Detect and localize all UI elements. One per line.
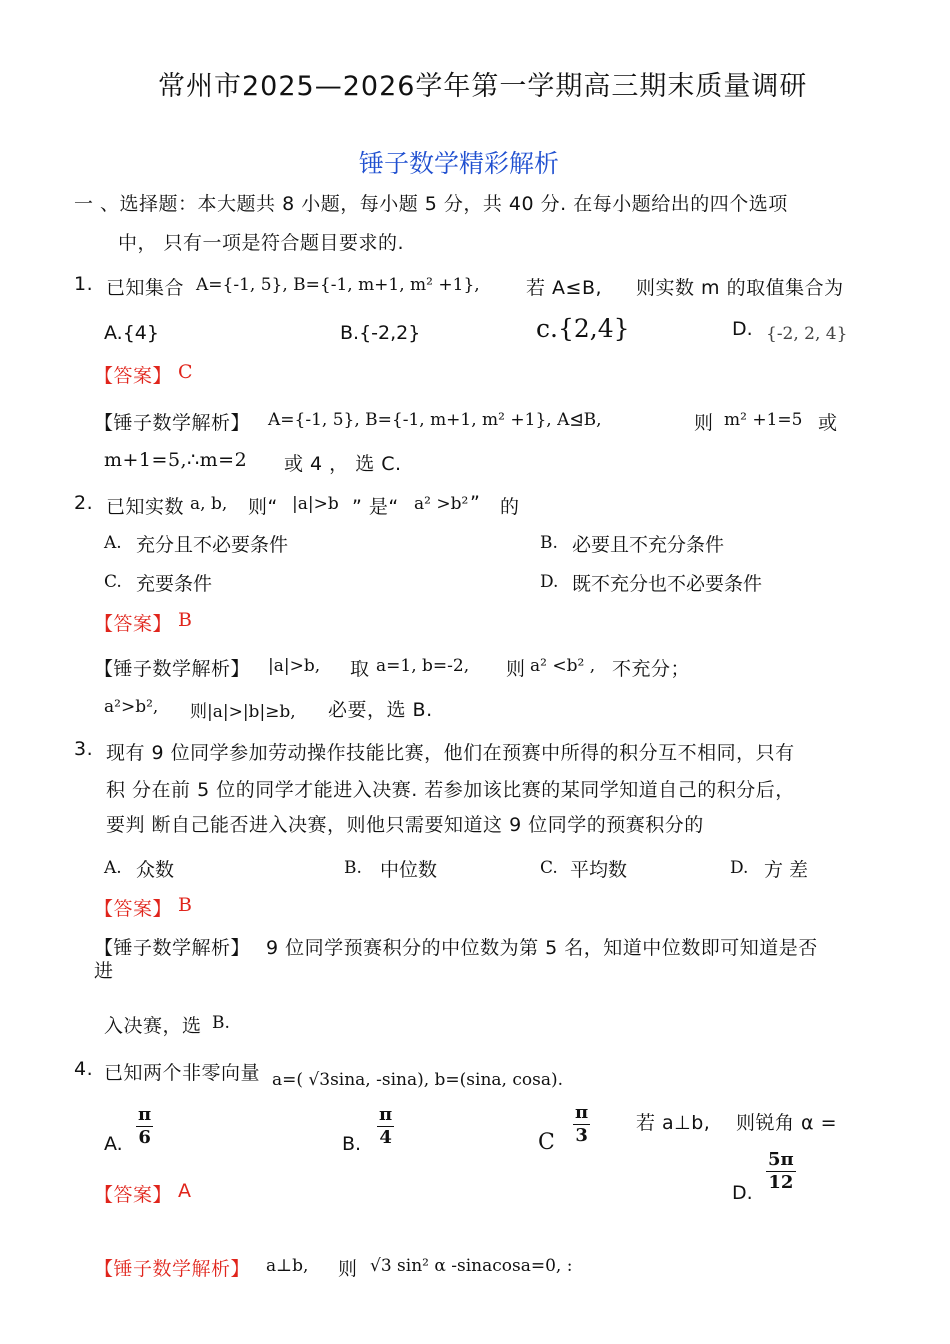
option-a-label: A. — [104, 858, 122, 878]
answer-label: 【答案】 — [94, 898, 173, 920]
option-b-label: B. — [344, 858, 362, 878]
fraction-denominator: 12 — [768, 1172, 794, 1193]
question-number: 3. — [74, 738, 94, 760]
option-b: B.{-2,2} — [340, 322, 421, 344]
fraction-numerator: π — [138, 1104, 152, 1125]
fraction-denominator: 6 — [138, 1127, 151, 1148]
analysis-math: m+1=5,∴m=2 — [104, 449, 248, 471]
analysis-text: 不充分； — [612, 658, 691, 680]
option-c: 平均数 — [570, 859, 628, 881]
question-stem: 若 A≤B, — [526, 277, 603, 299]
analysis-math: B. — [212, 1013, 230, 1033]
option-c-label: C. — [104, 572, 122, 592]
option-c: 充要条件 — [136, 573, 213, 595]
question-stem-line2: 积 分在前 5 位的同学才能进入决赛. 若参加该比赛的某同学知道自己的积分后， — [106, 779, 795, 801]
question-stem: 若 a⊥b, — [636, 1112, 711, 1134]
analysis-text: 则 — [338, 1258, 358, 1280]
option-a: 充分且不必要条件 — [136, 534, 289, 556]
page-subtitle: 锤子数学精彩解析 — [359, 149, 560, 178]
answer-value: B — [178, 609, 193, 631]
option-a-label: A. — [104, 1133, 123, 1155]
question-math: a=( √3sina, -sina), b=(sina, cosa). — [272, 1070, 564, 1090]
analysis-text: 取 — [350, 658, 370, 680]
option-d: 方 差 — [764, 859, 809, 881]
question-stem: 已知两个非零向量 — [104, 1062, 261, 1084]
answer-label: 【答案】 — [94, 365, 173, 387]
option-d: {-2, 2, 4} — [766, 324, 848, 344]
question-stem: 则实数 m 的取值集合为 — [636, 277, 844, 299]
option-d-label: D. — [730, 858, 749, 878]
question-stem: ” 是“ — [352, 496, 399, 518]
option-d-label: D. — [540, 572, 559, 592]
page-title: 常州市2025—2026学年第一学期高三期末质量调研 — [158, 71, 808, 102]
option-d-label: D. — [732, 318, 753, 340]
question-math: A={-1, 5}, B={-1, m+1, m² +1}, — [196, 275, 480, 295]
analysis-label: 【锤子数学解析】 — [94, 412, 251, 434]
option-a-label: A. — [104, 533, 122, 553]
question-number: 4. — [74, 1058, 94, 1080]
question-stem: 则“ — [248, 496, 278, 518]
option-c: c.{2,4} — [536, 314, 630, 343]
fraction-denominator: 3 — [575, 1125, 588, 1146]
option-a: 众数 — [136, 859, 175, 881]
analysis-math: a²>b², — [104, 697, 159, 717]
question-stem-line3: 要判 断自己能否进入决赛，则他只需要知道这 9 位同学的预赛积分的 — [106, 814, 704, 836]
question-math: |a|>b — [292, 494, 339, 514]
question-stem: 的 — [500, 496, 520, 518]
question-stem: 已知实数 — [106, 496, 185, 518]
question-number: 2. — [74, 492, 94, 514]
option-a-fraction — [136, 1104, 153, 1149]
question-stem: 已知集合 — [106, 277, 185, 299]
analysis-math: |a|>b, — [268, 656, 321, 676]
option-b: 中位数 — [380, 859, 438, 881]
analysis-text: 9 位同学预赛积分的中位数为第 5 名，知道中位数即可知道是否 — [266, 937, 818, 959]
option-a: A.{4} — [104, 322, 159, 344]
analysis-text: 则 — [694, 412, 714, 434]
analysis-math: m² +1=5 — [724, 410, 803, 430]
analysis-text: 入决赛，选 — [104, 1015, 202, 1037]
analysis-math: 则|a|>|b|≥b, — [190, 702, 296, 722]
option-b: 必要且不充分条件 — [572, 534, 725, 556]
question-math: a² >b² — [414, 494, 469, 514]
fraction-numerator: 5π — [768, 1149, 794, 1170]
analysis-math: a=1, b=-2, — [376, 656, 470, 676]
answer-label: 【答案】 — [94, 613, 173, 635]
analysis-math: a² <b² , — [530, 656, 596, 676]
fraction-denominator: 4 — [379, 1127, 392, 1148]
question-number: 1. — [74, 273, 94, 295]
question-math: a, b, — [190, 494, 228, 514]
option-c-label: C — [538, 1130, 555, 1155]
fraction-numerator: π — [575, 1102, 589, 1123]
option-b-fraction — [377, 1104, 394, 1149]
analysis-text: 或 4 ， 选 C. — [284, 453, 402, 475]
option-d: 既不充分也不必要条件 — [572, 573, 763, 595]
option-b-label: B. — [540, 533, 558, 553]
analysis-text: 必要，选 B. — [328, 699, 433, 721]
analysis-math: a⊥b, — [266, 1256, 309, 1276]
option-b-label: B. — [342, 1133, 362, 1155]
option-c-fraction — [573, 1102, 590, 1147]
analysis-math: A={-1, 5}, B={-1, m+1, m² +1}, A⊴B, — [268, 410, 602, 430]
analysis-math: √3 sin² α -sinacosa=0, : — [370, 1256, 573, 1276]
analysis-text: 进 — [94, 960, 114, 982]
analysis-text: 则 — [506, 658, 526, 680]
option-d-fraction — [766, 1149, 796, 1194]
answer-value: A — [178, 1180, 192, 1202]
question-stem: ” — [470, 492, 481, 514]
analysis-label: 【锤子数学解析】 — [94, 1258, 251, 1280]
option-c-label: C. — [540, 858, 558, 878]
analysis-label: 【锤子数学解析】 — [94, 937, 251, 959]
fraction-numerator: π — [379, 1104, 393, 1125]
option-d-label: D. — [732, 1182, 753, 1204]
question-stem-line1: 现有 9 位同学参加劳动操作技能比赛，他们在预赛中所得的积分互不相同，只有 — [106, 742, 795, 764]
answer-value: C — [178, 361, 194, 383]
answer-label: 【答案】 — [94, 1184, 173, 1206]
analysis-label: 【锤子数学解析】 — [94, 658, 251, 680]
analysis-text: 或 — [818, 412, 838, 434]
question-stem: 则锐角 α = — [736, 1112, 838, 1134]
section-heading-line2: 中， 只有一项是符合题目要求的. — [118, 232, 405, 254]
section-heading-line1: 一 、选择题：本大题共 8 小题，每小题 5 分，共 40 分. 在每小题给出的四个选项 — [74, 193, 788, 215]
answer-value: B — [178, 894, 193, 916]
